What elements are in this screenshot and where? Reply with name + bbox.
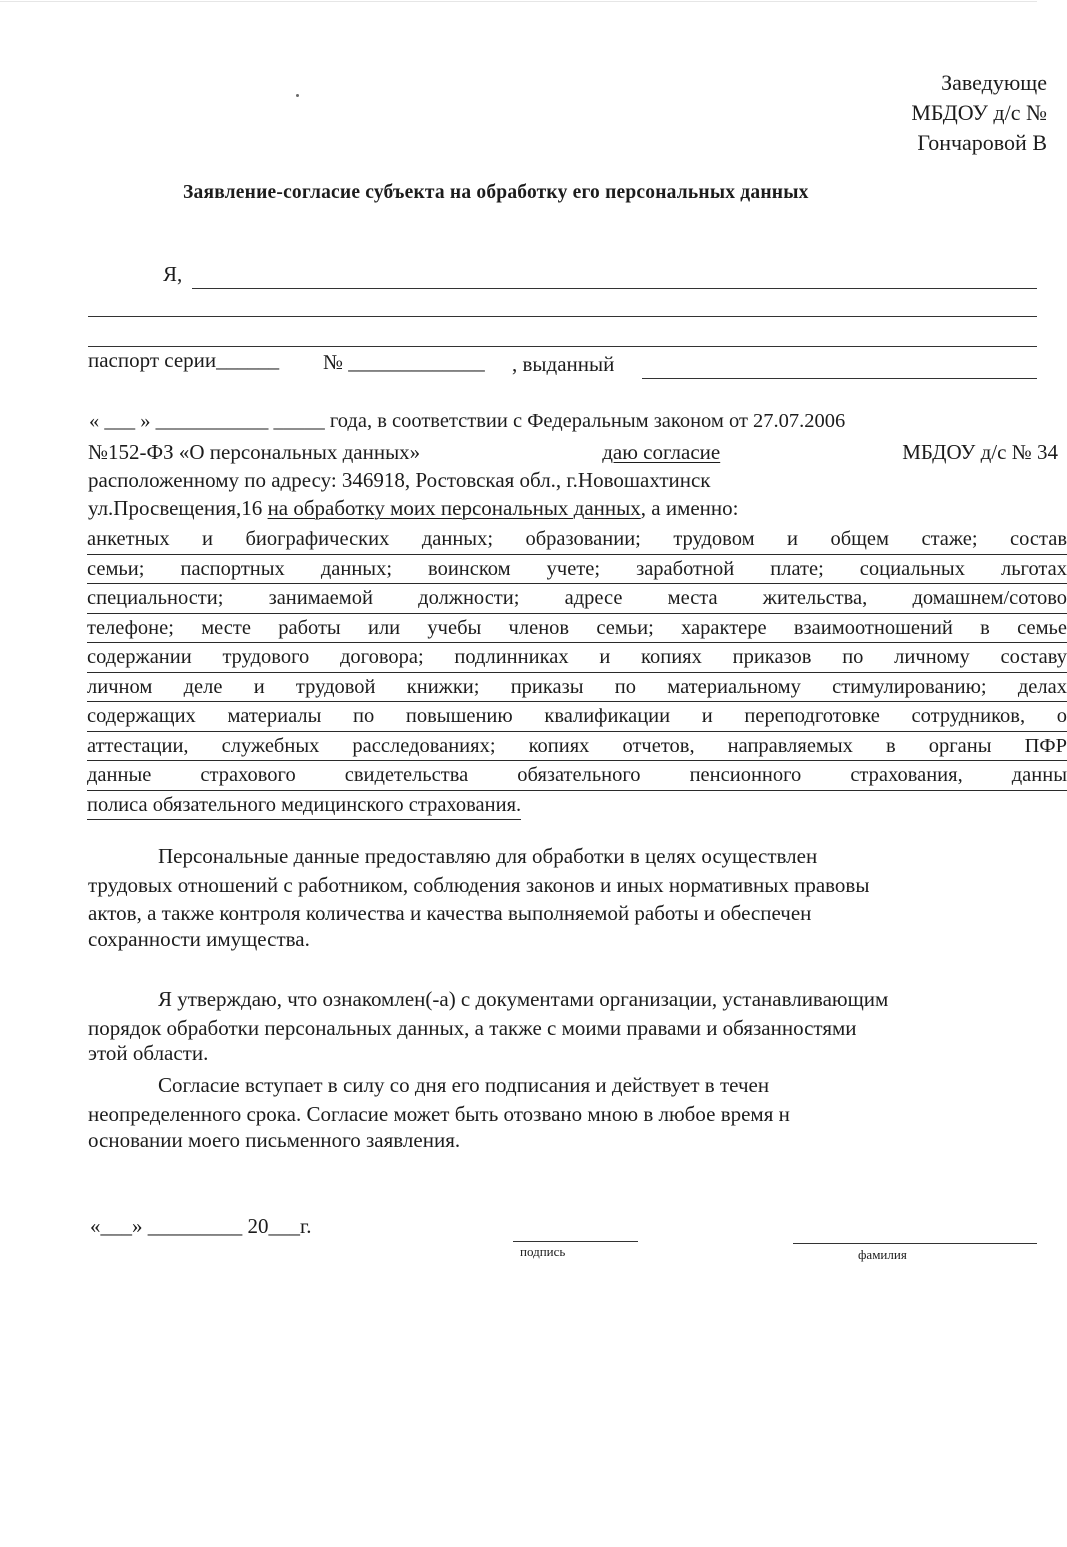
- address-text: расположенному по адресу: 346918, Ростовская обл., г.Новошахтинск: [88, 468, 711, 492]
- applicant-line-3[interactable]: [88, 346, 1037, 347]
- surname-line[interactable]: [793, 1243, 1037, 1244]
- list-item: содержащих материалы по повышению квалификации и переподготовке сотрудников, о: [87, 702, 1067, 732]
- ack-line-3: этой области.: [88, 1041, 209, 1065]
- ack-line-1: Я утверждаю, что ознакомлен(-а) с документами организации, устанавливающим: [158, 987, 889, 1011]
- consent-phrase: даю согласие: [602, 440, 721, 464]
- addressee-block: [911, 68, 1047, 158]
- consent-line-2: [88, 438, 1058, 466]
- data-categories-list: [87, 525, 1067, 820]
- namely-text: , а именно:: [640, 496, 739, 520]
- list-item: специальности; занимаемой должности; адресе места жительства, домашнем/сотово: [87, 584, 1067, 614]
- scan-edge: [0, 1, 1037, 2]
- consent-line-4: [88, 496, 739, 521]
- street-address: ул.Просвещения,16: [88, 496, 263, 520]
- list-item: анкетных и биографических данных; образовании; трудовом и общем стаже; состав: [87, 525, 1067, 555]
- validity-line-2: неопределенного срока. Согласие может быть отозвано мною в любое время н: [88, 1102, 790, 1126]
- list-item: полиса обязательного медицинского страхования.: [87, 791, 1067, 821]
- consent-line-3: [88, 466, 1043, 494]
- applicant-name-line[interactable]: [192, 288, 1037, 289]
- addressee-name: Гончаровой В: [917, 130, 1047, 155]
- purpose-line-4: сохранности имущества.: [88, 927, 310, 951]
- addressee-institution: МБДОУ д/с №: [911, 100, 1047, 125]
- scan-speck: [296, 94, 299, 97]
- passport-series-label: паспорт серии______: [88, 348, 280, 372]
- purpose-line-3: актов, а также контроля количества и качества выполняемой работы и обеспечен: [88, 901, 812, 925]
- list-item: содержании трудового договора; подлинниках и копиях приказов по личному составу: [87, 643, 1067, 673]
- applicant-label: Я,: [163, 262, 183, 286]
- institution-ref: МБДОУ д/с № 34: [902, 440, 1058, 464]
- list-item: личном деле и трудовой книжки; приказы по материальному стимулированию; делах: [87, 673, 1067, 703]
- signature-label: подпись: [520, 1244, 566, 1259]
- date-law-line: « ___ » ___________ _____ года, в соответствии с Федеральным законом от 27.07.2006: [89, 410, 846, 432]
- surname-label: фамилия: [858, 1247, 907, 1262]
- list-item: аттестации, служебных расследованиях; копиях отчетов, направляемых в органы ПФР: [87, 732, 1067, 762]
- signature-line[interactable]: [513, 1241, 638, 1242]
- purpose-line-1: Персональные данные предоставляю для обработки в целях осуществлен: [158, 844, 818, 868]
- passport-number-label: № _____________: [323, 350, 485, 374]
- list-item: данные страхового свидетельства обязательного пенсионного страхования, данны: [87, 761, 1067, 791]
- validity-line-3: основании моего письменного заявления.: [88, 1128, 461, 1152]
- passport-issued-label: , выданный: [512, 352, 615, 376]
- validity-line-1: Согласие вступает в силу со дня его подписания и действует в течен: [158, 1073, 770, 1097]
- purpose-line-2: трудовых отношений с работником, соблюдения законов и иных нормативных правовы: [88, 873, 870, 897]
- list-item: семьи; паспортных данных; воинском учете; заработной плате; социальных льготах: [87, 555, 1067, 585]
- addressee-position: Заведующе: [941, 70, 1047, 95]
- list-item: телефоне; месте работы или учебы членов семьи; характере взаимоотношений в семье: [87, 614, 1067, 644]
- applicant-line-2[interactable]: [88, 316, 1037, 317]
- processing-phrase: на обработку моих персональных данных: [267, 496, 641, 520]
- footer-date: «___» _________ 20___г.: [90, 1214, 312, 1238]
- passport-issuer-line[interactable]: [642, 378, 1037, 379]
- document-title: Заявление-согласие субъекта на обработку его персональных данных: [183, 182, 809, 203]
- ack-line-2: порядок обработки персональных данных, а также с моими правами и обязанностями: [88, 1016, 857, 1040]
- law-name: №152-ФЗ «О персональных данных»: [88, 440, 421, 464]
